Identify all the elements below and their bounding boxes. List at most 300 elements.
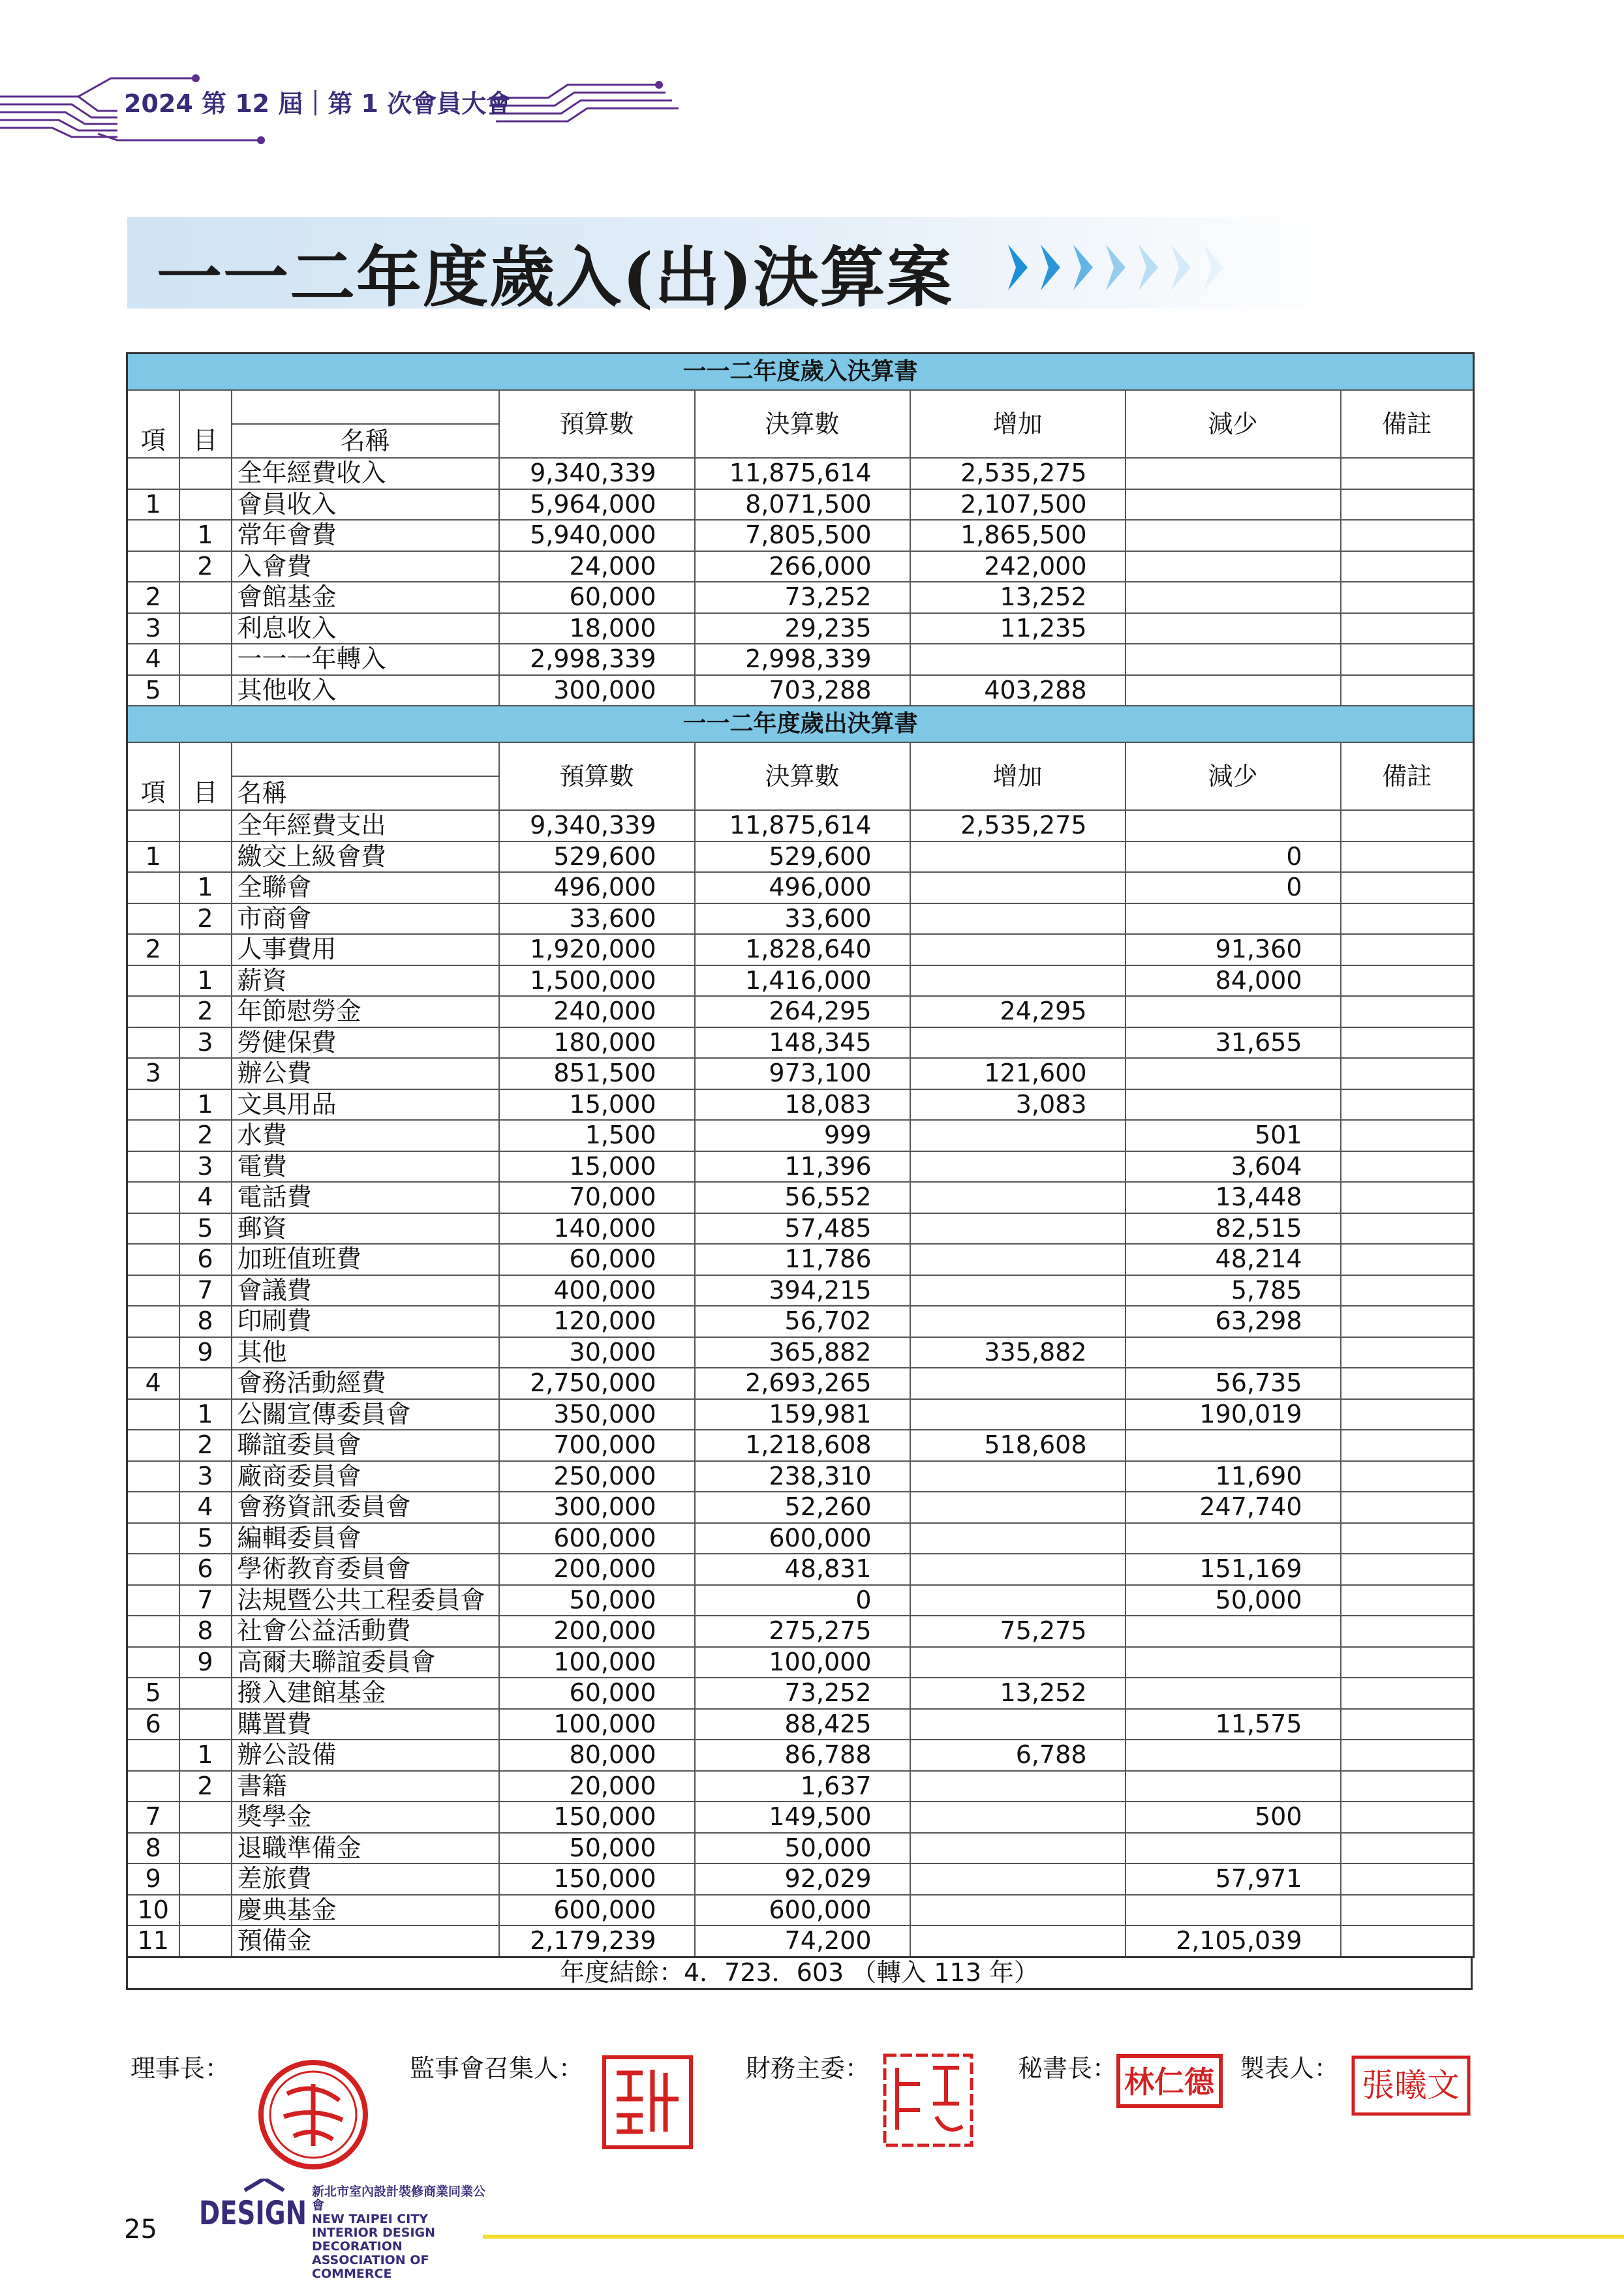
sub-no: 2 (179, 1120, 232, 1151)
table-row (127, 489, 1474, 521)
increase-value (910, 1554, 1126, 1585)
col-increase: 增加 (910, 742, 1126, 810)
decrease-value (1126, 1678, 1341, 1709)
table-row (127, 1616, 1474, 1647)
sig-supervisor-label: 監事會召集人： (410, 2054, 584, 2083)
chevron-arrows-icon (1008, 241, 1302, 294)
note-value (1341, 934, 1474, 965)
budget-value: 240,000 (499, 996, 695, 1027)
decrease-value: 31,655 (1126, 1027, 1341, 1059)
budget-value: 9,340,339 (499, 810, 695, 841)
budget-value: 200,000 (499, 1554, 695, 1585)
actual-value: 394,215 (695, 1275, 910, 1307)
budget-value: 60,000 (499, 1678, 695, 1709)
item-no: 7 (127, 1802, 179, 1833)
budget-value: 15,000 (499, 1151, 695, 1183)
decrease-value: 48,214 (1126, 1244, 1341, 1275)
actual-value: 600,000 (695, 1523, 910, 1554)
item-name: 辦公設備 (232, 1740, 499, 1771)
sub-no (179, 1709, 232, 1740)
table-row (127, 1399, 1474, 1430)
note-value (1341, 520, 1474, 551)
item-name: 加班值班費 (232, 1244, 499, 1275)
sub-no: 7 (179, 1585, 232, 1616)
note-value (1341, 613, 1474, 644)
item-no: 3 (127, 1058, 179, 1089)
income-band-title: 一一二年度歲入決算書 (127, 354, 1474, 391)
decrease-value (1126, 551, 1341, 582)
note-value (1341, 1523, 1474, 1554)
actual-value: 973,100 (695, 1058, 910, 1089)
note-value (1341, 1647, 1474, 1678)
sub-no: 1 (179, 520, 232, 551)
note-value (1341, 1368, 1474, 1399)
actual-value: 11,786 (695, 1244, 910, 1275)
item-no (127, 1616, 179, 1647)
increase-value (910, 1461, 1126, 1492)
item-name: 全聯會 (232, 872, 499, 903)
sub-no: 2 (179, 1771, 232, 1802)
col-actual: 決算數 (695, 742, 910, 810)
note-value (1341, 1585, 1474, 1616)
actual-value: 74,200 (695, 1926, 910, 1957)
increase-value (910, 1647, 1126, 1678)
decrease-value (1126, 996, 1341, 1027)
sub-no: 1 (179, 1740, 232, 1771)
sub-no (179, 1833, 232, 1864)
increase-value (910, 1244, 1126, 1275)
note-value (1341, 1492, 1474, 1523)
sub-no: 5 (179, 1213, 232, 1245)
decrease-value: 56,735 (1126, 1368, 1341, 1399)
sub-no: 1 (179, 1089, 232, 1121)
increase-value: 335,882 (910, 1337, 1126, 1368)
item-no (127, 1306, 179, 1337)
item-name: 書籍 (232, 1771, 499, 1802)
sub-no: 2 (179, 903, 232, 935)
note-value (1341, 1554, 1474, 1585)
page-number: 25 (124, 2214, 157, 2244)
item-name: 繳交上級會費 (232, 841, 499, 873)
decrease-value (1126, 810, 1341, 841)
item-name: 年節慰勞金 (232, 996, 499, 1027)
table-row (127, 841, 1474, 873)
item-name: 電話費 (232, 1182, 499, 1213)
item-name: 退職準備金 (232, 1833, 499, 1864)
budget-value: 700,000 (499, 1430, 695, 1461)
item-name: 常年會費 (232, 520, 499, 551)
decrease-value: 0 (1126, 872, 1341, 903)
budget-value: 60,000 (499, 1244, 695, 1275)
table-row (127, 1926, 1474, 1957)
budget-value: 250,000 (499, 1461, 695, 1492)
item-name: 入會費 (232, 551, 499, 582)
increase-value: 75,275 (910, 1616, 1126, 1647)
sub-no: 2 (179, 996, 232, 1027)
table-row (127, 1275, 1474, 1307)
sub-no (179, 582, 232, 613)
note-value (1341, 1678, 1474, 1709)
item-name: 市商會 (232, 903, 499, 935)
table-row (127, 965, 1474, 997)
budget-value: 180,000 (499, 1027, 695, 1059)
item-no (127, 1647, 179, 1678)
actual-value: 159,981 (695, 1399, 910, 1430)
increase-value (910, 1182, 1126, 1213)
actual-value: 999 (695, 1120, 910, 1151)
table-row (127, 1089, 1474, 1121)
actual-value: 1,416,000 (695, 965, 910, 997)
col-item: 項 (127, 424, 179, 458)
actual-value: 275,275 (695, 1616, 910, 1647)
decrease-value: 82,515 (1126, 1213, 1341, 1245)
actual-value: 48,831 (695, 1554, 910, 1585)
sub-no: 3 (179, 1461, 232, 1492)
increase-value (910, 1120, 1126, 1151)
decrease-value: 50,000 (1126, 1585, 1341, 1616)
item-name: 學術教育委員會 (232, 1554, 499, 1585)
sig-chairman-label: 理事長： (130, 2054, 230, 2083)
actual-value: 0 (695, 1585, 910, 1616)
actual-value: 600,000 (695, 1895, 910, 1926)
item-name: 其他收入 (232, 675, 499, 706)
header-spacer (127, 390, 179, 424)
decrease-value: 3,604 (1126, 1151, 1341, 1183)
org-name-zh: 新北市室內設計裝修商業同業公會 (312, 2184, 486, 2213)
note-value (1341, 903, 1474, 935)
note-value (1341, 644, 1474, 675)
budget-value: 33,600 (499, 903, 695, 935)
note-value (1341, 1926, 1474, 1957)
item-name: 會務活動經費 (232, 1368, 499, 1399)
budget-value: 50,000 (499, 1585, 695, 1616)
actual-value: 365,882 (695, 1337, 910, 1368)
actual-value: 7,805,500 (695, 520, 910, 551)
secretary-name-seal (1116, 2053, 1223, 2109)
table-row (127, 1585, 1474, 1616)
col-note: 備註 (1341, 742, 1474, 810)
item-name: 廠商委員會 (232, 1461, 499, 1492)
col-budget: 預算數 (499, 742, 695, 810)
decrease-value: 63,298 (1126, 1306, 1341, 1337)
supervisor-square-seal (600, 2053, 695, 2151)
budget-value: 496,000 (499, 872, 695, 903)
note-value (1341, 582, 1474, 613)
item-name: 撥入建館基金 (232, 1678, 499, 1709)
increase-value: 518,608 (910, 1430, 1126, 1461)
item-no: 4 (127, 1368, 179, 1399)
increase-value (910, 1368, 1126, 1399)
increase-value (910, 1306, 1126, 1337)
table-row (127, 903, 1474, 935)
table-row (127, 1213, 1474, 1245)
decrease-value (1126, 520, 1341, 551)
increase-value (910, 903, 1126, 935)
decrease-value (1126, 903, 1341, 935)
item-name: 人事費用 (232, 934, 499, 965)
increase-value (910, 1802, 1126, 1833)
decrease-value (1126, 458, 1341, 489)
table-row (127, 675, 1474, 706)
item-no (127, 1275, 179, 1307)
increase-value: 2,107,500 (910, 489, 1126, 521)
sub-no: 7 (179, 1275, 232, 1307)
table-row (127, 1306, 1474, 1337)
actual-value: 266,000 (695, 551, 910, 582)
note-value (1341, 996, 1474, 1027)
increase-value: 403,288 (910, 675, 1126, 706)
actual-value: 50,000 (695, 1833, 910, 1864)
actual-value: 2,693,265 (695, 1368, 910, 1399)
actual-value: 11,875,614 (695, 810, 910, 841)
item-no: 10 (127, 1895, 179, 1926)
table-row (127, 872, 1474, 903)
preparer-name-seal (1351, 2055, 1471, 2117)
budget-value: 100,000 (499, 1647, 695, 1678)
note-value (1341, 965, 1474, 997)
sub-no: 4 (179, 1492, 232, 1523)
sub-no (179, 1895, 232, 1926)
actual-value: 149,500 (695, 1802, 910, 1833)
budget-value: 15,000 (499, 1089, 695, 1121)
sub-no (179, 934, 232, 965)
table-row (127, 1554, 1474, 1585)
table-row (127, 1120, 1474, 1151)
increase-value (910, 644, 1126, 675)
budget-value: 5,964,000 (499, 489, 695, 521)
decrease-value (1126, 1430, 1341, 1461)
decrease-value: 84,000 (1126, 965, 1341, 997)
increase-value (910, 1523, 1126, 1554)
item-name: 印刷費 (232, 1306, 499, 1337)
item-no (127, 1585, 179, 1616)
table-row (127, 1833, 1474, 1864)
table-row (127, 1740, 1474, 1771)
table-row (127, 810, 1474, 841)
increase-value (910, 1709, 1126, 1740)
budget-value: 529,600 (499, 841, 695, 873)
decrease-value (1126, 1647, 1341, 1678)
col-name: 名稱 (232, 776, 499, 810)
item-no (127, 1027, 179, 1059)
decrease-value: 0 (1126, 841, 1341, 873)
col-name: 名稱 (232, 424, 499, 458)
decrease-value (1126, 1058, 1341, 1089)
item-name: 文具用品 (232, 1089, 499, 1121)
table-row (127, 1895, 1474, 1926)
col-note: 備註 (1341, 390, 1474, 458)
increase-value: 13,252 (910, 582, 1126, 613)
sig-finance-label: 財務主委： (746, 2054, 870, 2083)
table-row (127, 458, 1474, 489)
increase-value (910, 1213, 1126, 1245)
actual-value: 56,702 (695, 1306, 910, 1337)
sub-no (179, 613, 232, 644)
increase-value: 24,295 (910, 996, 1126, 1027)
note-value (1341, 1771, 1474, 1802)
decrease-value (1126, 1616, 1341, 1647)
item-no (127, 1244, 179, 1275)
note-value (1341, 1058, 1474, 1089)
preparer-stamp-text: 張曦文 (1362, 2066, 1460, 2104)
actual-value: 148,345 (695, 1027, 910, 1059)
actual-value: 100,000 (695, 1647, 910, 1678)
note-value (1341, 1089, 1474, 1121)
item-name: 全年經費支出 (232, 810, 499, 841)
col-actual: 決算數 (695, 390, 910, 458)
item-no: 3 (127, 613, 179, 644)
item-name: 會務資訊委員會 (232, 1492, 499, 1523)
decrease-value: 13,448 (1126, 1182, 1341, 1213)
note-value (1341, 1337, 1474, 1368)
item-no (127, 1771, 179, 1802)
item-name: 會館基金 (232, 582, 499, 613)
sub-no: 2 (179, 551, 232, 582)
note-value (1341, 1244, 1474, 1275)
table-row (127, 1368, 1474, 1399)
budget-value: 9,340,339 (499, 458, 695, 489)
sub-no: 4 (179, 1182, 232, 1213)
note-value (1341, 1151, 1474, 1183)
item-no (127, 1461, 179, 1492)
table-row (127, 1864, 1474, 1895)
sub-no (179, 458, 232, 489)
actual-value: 2,998,339 (695, 644, 910, 675)
note-value (1341, 1616, 1474, 1647)
item-name: 電費 (232, 1151, 499, 1183)
org-name-en-2: DECORATION ASSOCIATION OF COMMERCE (312, 2239, 429, 2281)
item-no: 8 (127, 1833, 179, 1864)
item-no (127, 1430, 179, 1461)
decrease-value (1126, 1740, 1341, 1771)
item-no (127, 872, 179, 903)
header-spacer (232, 390, 499, 424)
note-value (1341, 1864, 1474, 1895)
item-no: 1 (127, 489, 179, 521)
footer-divider (483, 2235, 1624, 2239)
decrease-value (1126, 613, 1341, 644)
budget-value: 200,000 (499, 1616, 695, 1647)
note-value (1341, 841, 1474, 873)
item-no (127, 903, 179, 935)
item-no (127, 810, 179, 841)
table-row (127, 1678, 1474, 1709)
item-no (127, 965, 179, 997)
note-value (1341, 1182, 1474, 1213)
increase-value: 3,083 (910, 1089, 1126, 1121)
sub-no: 8 (179, 1616, 232, 1647)
budget-value: 1,500 (499, 1120, 695, 1151)
table-row (127, 1492, 1474, 1523)
note-value (1341, 872, 1474, 903)
sub-no (179, 675, 232, 706)
decrease-value: 151,169 (1126, 1554, 1341, 1585)
decrease-value: 247,740 (1126, 1492, 1341, 1523)
table-row (127, 996, 1474, 1027)
table-row (127, 1058, 1474, 1089)
sub-no: 1 (179, 872, 232, 903)
item-no: 1 (127, 841, 179, 873)
item-name: 編輯委員會 (232, 1523, 499, 1554)
item-no (127, 1089, 179, 1121)
col-decrease: 減少 (1126, 742, 1341, 810)
actual-value: 1,637 (695, 1771, 910, 1802)
increase-value: 121,600 (910, 1058, 1126, 1089)
increase-value: 13,252 (910, 1678, 1126, 1709)
sub-no: 3 (179, 1151, 232, 1183)
budget-value: 30,000 (499, 1337, 695, 1368)
item-no (127, 551, 179, 582)
org-name-en-1: NEW TAIPEI CITY INTERIOR DESIGN (312, 2212, 436, 2240)
sub-no (179, 644, 232, 675)
decrease-value (1126, 1833, 1341, 1864)
note-value (1341, 1306, 1474, 1337)
note-value (1341, 1027, 1474, 1059)
increase-value (910, 965, 1126, 997)
item-name: 薪資 (232, 965, 499, 997)
increase-value (910, 872, 1126, 903)
increase-value (910, 841, 1126, 873)
note-value (1341, 1740, 1474, 1771)
item-name: 辦公費 (232, 1058, 499, 1089)
note-value (1341, 1709, 1474, 1740)
item-name: 一一一年轉入 (232, 644, 499, 675)
decrease-value: 91,360 (1126, 934, 1341, 965)
budget-value: 300,000 (499, 675, 695, 706)
actual-value: 57,485 (695, 1213, 910, 1245)
budget-value: 1,920,000 (499, 934, 695, 965)
increase-value (910, 1492, 1126, 1523)
note-value (1341, 1275, 1474, 1307)
increase-value (910, 934, 1126, 965)
budget-value: 2,179,239 (499, 1926, 695, 1957)
org-name-block (312, 2185, 495, 2281)
item-name: 獎學金 (232, 1802, 499, 1833)
increase-value (910, 1771, 1126, 1802)
sub-no: 2 (179, 1430, 232, 1461)
sub-no (179, 1926, 232, 1957)
sub-no: 1 (179, 965, 232, 997)
actual-value: 56,552 (695, 1182, 910, 1213)
increase-value (910, 1926, 1126, 1957)
note-value (1341, 458, 1474, 489)
sub-no: 9 (179, 1647, 232, 1678)
budget-value: 120,000 (499, 1306, 695, 1337)
sig-preparer-label: 製表人： (1240, 2054, 1340, 2083)
note-value (1341, 1213, 1474, 1245)
item-no (127, 520, 179, 551)
table-row (127, 582, 1474, 613)
item-name: 差旅費 (232, 1864, 499, 1895)
header-spacer (127, 742, 179, 776)
table-row (127, 1337, 1474, 1368)
note-value (1341, 1833, 1474, 1864)
actual-value: 86,788 (695, 1740, 910, 1771)
budget-value: 150,000 (499, 1864, 695, 1895)
col-increase: 增加 (910, 390, 1126, 458)
decrease-value: 2,105,039 (1126, 1926, 1341, 1957)
decrease-value: 500 (1126, 1802, 1341, 1833)
item-name: 購置費 (232, 1709, 499, 1740)
sub-no (179, 841, 232, 873)
budget-value: 20,000 (499, 1771, 695, 1802)
table-row (127, 551, 1474, 582)
item-no: 5 (127, 1678, 179, 1709)
decrease-value (1126, 675, 1341, 706)
sig-secretary-label: 秘書長： (1018, 2054, 1118, 2083)
item-no: 11 (127, 1926, 179, 1957)
item-name: 其他 (232, 1337, 499, 1368)
